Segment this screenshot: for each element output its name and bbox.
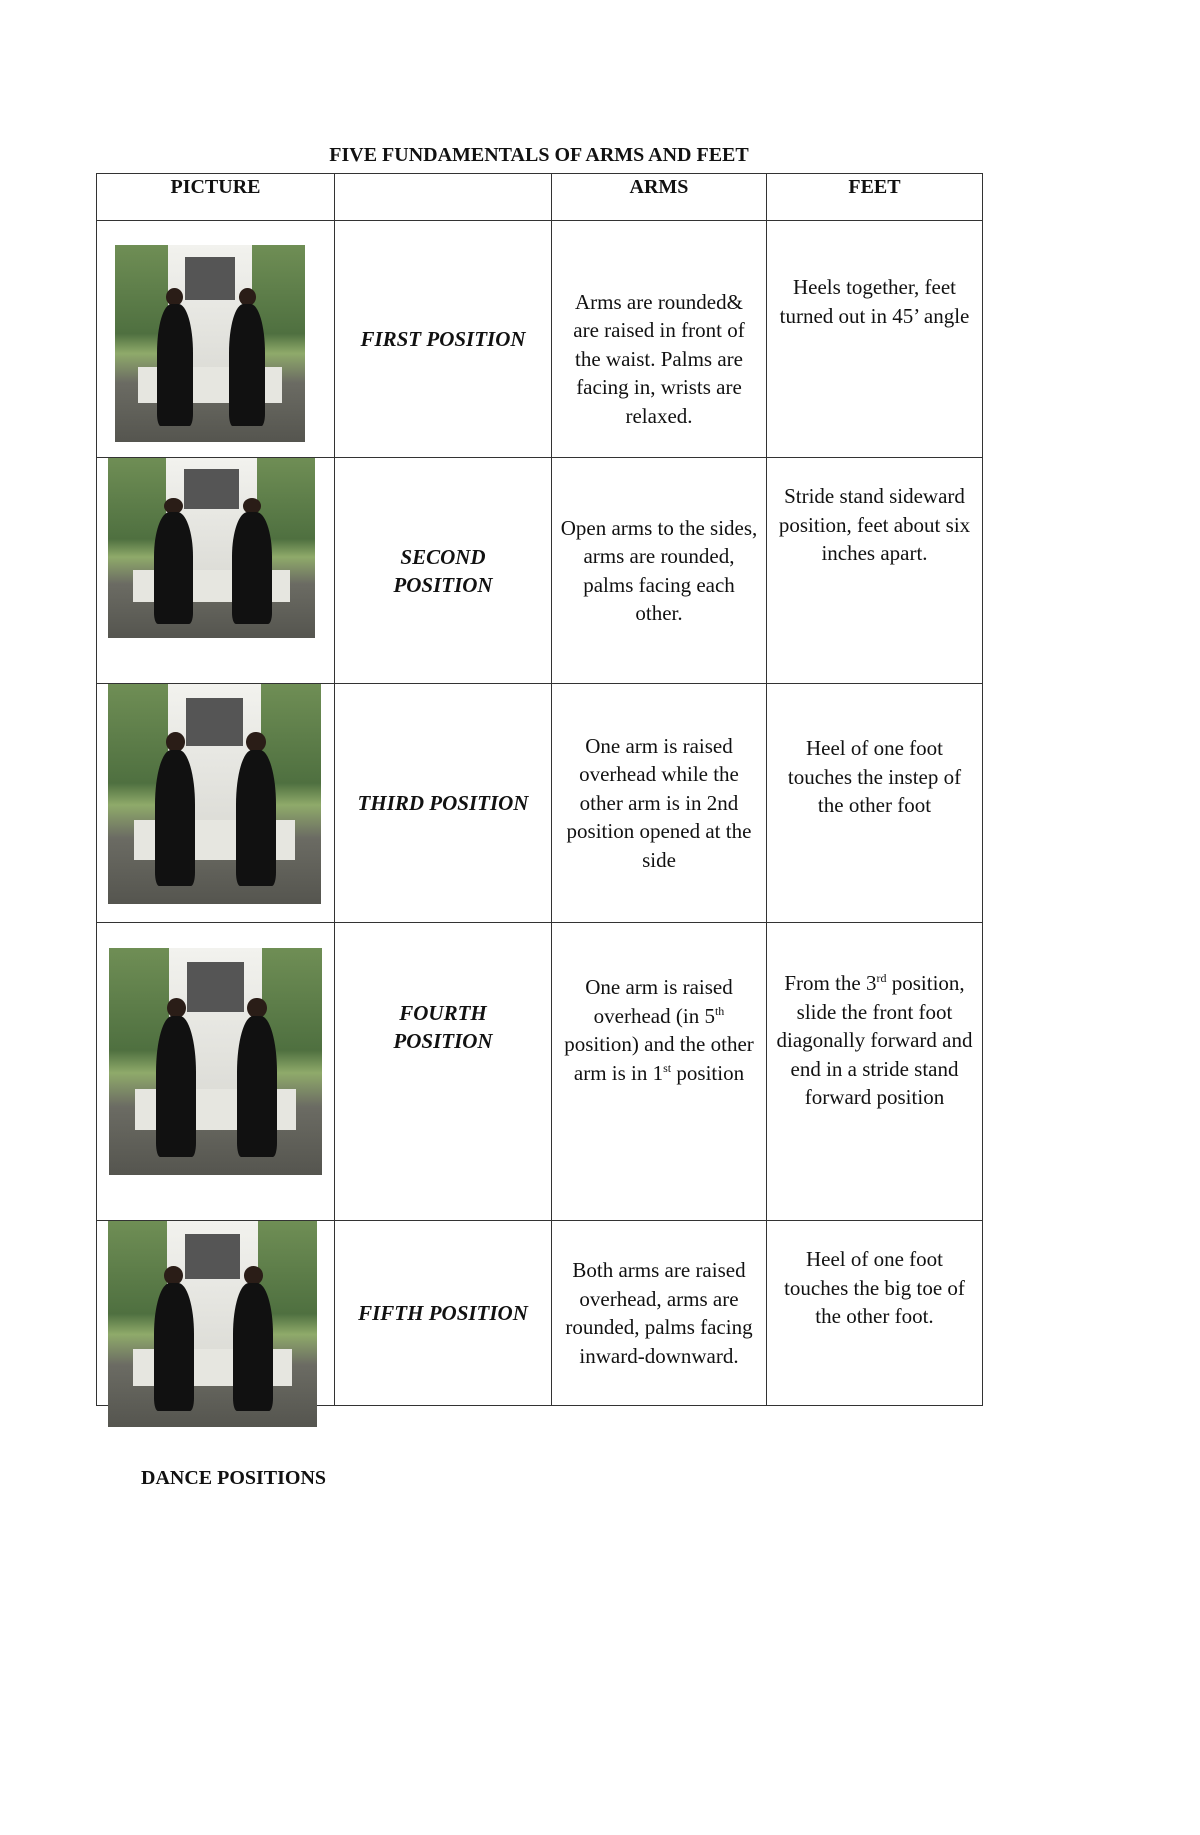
arms-description: [552, 923, 767, 1221]
feet-description: [767, 923, 983, 1221]
text-segment: position) and the other arm is in 1: [564, 1032, 754, 1085]
dance-photo: [115, 245, 305, 442]
text-segment: position: [671, 1060, 745, 1085]
text-segment: Heels together, feet turned out in 45’ angle: [779, 275, 970, 328]
text-segment: Heel of one foot touches the big toe of the other foot.: [784, 1247, 965, 1328]
dancer-female: [157, 304, 193, 426]
feet-description: [767, 458, 983, 684]
text-segment: Both arms are raised overhead, arms are rounded, palms facing inward-downward.: [565, 1258, 753, 1368]
dancer-female: [154, 512, 193, 624]
arms-description: [552, 684, 767, 923]
position-name: THIRD POSITION: [335, 684, 552, 923]
feet-description: [767, 1221, 983, 1406]
text-segment: Arms are rounded& are raised in front of the waist. Palms are facing in, wrists are relaxed.: [573, 289, 745, 428]
dancer-female: [156, 1016, 196, 1157]
text-segment: Open arms to the sides, arms are rounded, palms facing each other.: [560, 515, 758, 625]
dancer-female: [155, 750, 195, 886]
arms-description: [552, 221, 767, 458]
header-feet: FEET: [767, 174, 983, 221]
position-name: FOURTH POSITION: [335, 923, 552, 1221]
dance-photo: [108, 684, 321, 904]
dance-photo: [109, 948, 322, 1175]
ordinal-suffix: rd: [876, 971, 887, 985]
dancer-male: [236, 750, 276, 886]
dance-photo: [108, 1221, 317, 1427]
header-picture: PICTURE: [97, 174, 335, 221]
table-row: [97, 684, 983, 923]
feet-description: [767, 221, 983, 458]
text-segment: One arm is raised overhead (in 5: [585, 975, 733, 1028]
text-segment: Heel of one foot touches the instep of the other foot: [787, 736, 962, 817]
picture-cell: [97, 684, 335, 923]
dancer-male: [233, 1283, 273, 1411]
arms-description: [552, 1221, 767, 1406]
ordinal-suffix: st: [663, 1060, 672, 1075]
dancer-male: [232, 512, 271, 624]
picture-cell: [97, 221, 335, 458]
dance-photo: [108, 458, 315, 638]
table-row: [97, 923, 983, 1221]
text-segment: position, slide the front foot diagonally forward and end in a stride stand forward position: [776, 971, 973, 1109]
section-heading: DANCE POSITIONS: [141, 1467, 327, 1489]
text-segment: One arm is raised overhead while the other arm is in 2nd position opened at the side: [566, 733, 752, 872]
table-row: [97, 221, 983, 458]
feet-description: [767, 684, 983, 923]
table-row: [97, 1221, 983, 1406]
fundamentals-table: [96, 173, 983, 1406]
picture-cell: [97, 1221, 335, 1406]
header-row: [97, 174, 983, 221]
picture-cell: [97, 458, 335, 684]
position-name: SECOND POSITION: [335, 458, 552, 684]
text-segment: Stride stand sideward position, feet about six inches apart.: [778, 484, 971, 565]
table-row: [97, 458, 983, 684]
position-name: FIRST POSITION: [335, 221, 552, 458]
picture-cell: [97, 923, 335, 1221]
position-name: FIFTH POSITION: [335, 1221, 552, 1406]
ordinal-suffix: th: [714, 1003, 725, 1018]
document-title: FIVE FUNDAMENTALS OF ARMS AND FEET: [329, 144, 749, 166]
text-segment: From the 3: [784, 971, 877, 995]
arms-description: [552, 458, 767, 684]
header-arms: ARMS: [552, 174, 767, 221]
dancer-male: [229, 304, 265, 426]
dancer-female: [154, 1283, 194, 1411]
dancer-male: [237, 1016, 277, 1157]
header-position: [335, 174, 552, 221]
